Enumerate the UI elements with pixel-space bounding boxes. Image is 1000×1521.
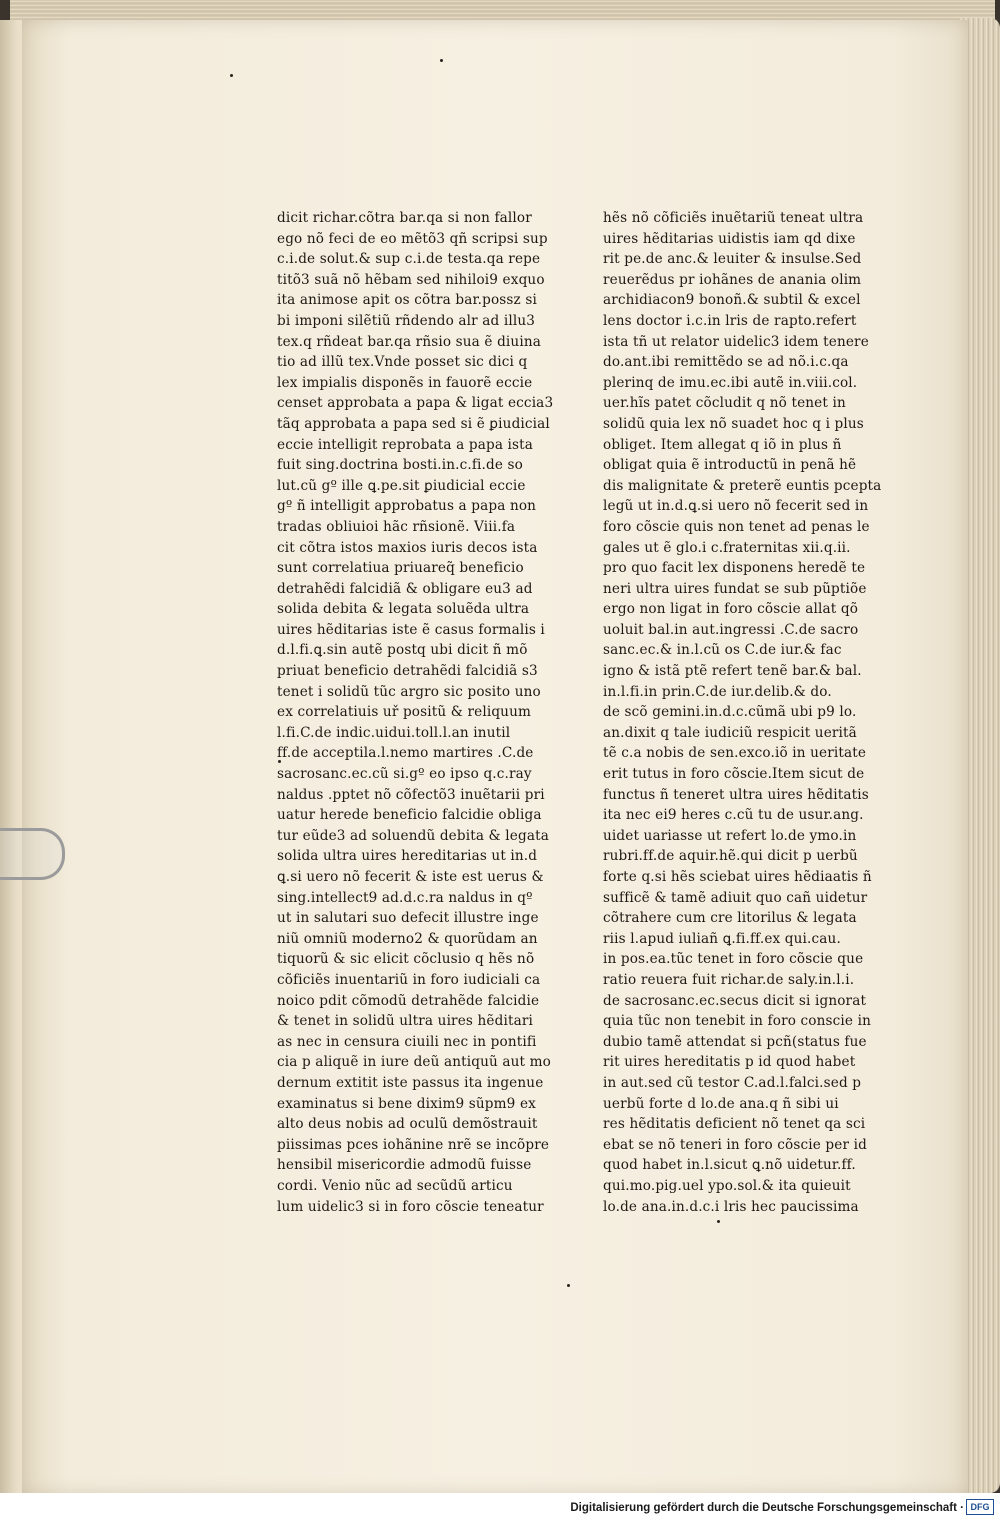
text-line: c.i.de solut.& sup c.i.de testa.qa repe: [277, 251, 541, 268]
text-line: rit pe.de anc.& leuiter & insulse.Sed: [603, 251, 862, 268]
text-line: cia p aliquẽ in iure deũ antiquũ aut mo: [277, 1054, 552, 1071]
text-line: fuit sing.doctrina bosti.in.c.fi.de so: [277, 457, 523, 474]
text-line: ebat se nõ teneri in foro cõscie per id: [603, 1136, 867, 1153]
text-line: tãq approbata a papa sed si ẽ ꝑiudicial: [277, 415, 550, 432]
text-line: ff.de acceptila.l.nemo martires .C.de: [277, 745, 534, 762]
text-line: ut in salutari suo defecit illustre inge: [277, 910, 539, 927]
text-line: tur eũde3 ad soluendũ debita & legata: [277, 827, 549, 844]
paper-clip: [0, 828, 65, 880]
text-line: obligat quia ẽ introductũ in penã hẽ: [603, 457, 857, 474]
ink-speck: [567, 1284, 570, 1287]
text-line: piissimas pces iohãnine nrẽ se incõpre: [277, 1136, 550, 1153]
footer-bar: [0, 1493, 1000, 1521]
text-line: in pos.ea.tũc tenet in foro cõscie que: [603, 951, 864, 968]
text-line: ex correlatiuis uř positũ & reliquum: [277, 704, 532, 721]
text-line: igno & istã ptẽ refert tenẽ bar.& bal.: [603, 663, 862, 680]
funding-notice: Digitalisierung gefördert durch die Deutsche Forschungsgemeinschaft ·: [570, 1502, 964, 1514]
text-line: solida ultra uires hereditarias ut in.d: [277, 848, 538, 865]
text-line: & tenet in solidũ ultra uires hẽditari: [277, 1013, 533, 1030]
text-line: an.dixit q tale iudiciũ respicit ueritã: [603, 724, 857, 741]
text-line: reuerẽdus pr iohãnes de anania olim: [603, 271, 862, 288]
text-line: lo.de ana.in.d.c.i lris hec paucissima: [603, 1198, 859, 1215]
text-line: ego nõ feci de eo mẽtõ3 qñ scripsi sup: [277, 230, 548, 247]
text-line: sanc.ec.& in.l.cũ os C.de iur.& fac: [603, 642, 842, 659]
text-line: tẽ c.a nobis de sen.exco.iõ in ueritate: [603, 745, 867, 762]
dfg-logo: DFG: [966, 1499, 994, 1515]
text-line: cõficiẽs inuentariũ in foro iudiciali ca: [277, 971, 541, 988]
text-line: dernum extitit iste passus ita ingenue: [277, 1074, 544, 1091]
text-line: priuat beneficio detrahẽdi falcidiã s3: [277, 663, 538, 680]
text-line: ita nec ei9 heres c.cũ tu de usur.ang.: [603, 807, 864, 824]
text-line: gº ñ intelligit approbatus a papa non: [277, 498, 537, 515]
ink-speck: [717, 1220, 720, 1223]
text-line: plerinq de imu.ec.ibi autẽ in.viii.col.: [603, 374, 858, 391]
text-line: lut.cũ gº ille ꝗ.pe.sit ꝑiudicial eccie: [277, 477, 526, 494]
text-line: uer.hĩs patet cõcludit q nõ tenet in: [603, 395, 846, 412]
text-line: de scõ gemini.in.d.c.cũmã ubi p9 lo.: [603, 704, 857, 721]
text-line: uatur herede beneficio falcidie obliga: [277, 807, 542, 824]
text-line: dubio tamẽ attendat si pcñ(status fue: [603, 1033, 867, 1050]
text-line: rit uires hereditatis p id quod habet: [603, 1054, 856, 1071]
text-line: tex.q rñdeat bar.qa rñsio sua ẽ diuina: [277, 333, 541, 350]
text-line: as nec in censura ciuili nec in pontifi: [277, 1033, 537, 1050]
text-line: censet approbata a papa & ligat eccia3: [277, 395, 553, 412]
text-line: ita animose apit os cõtra bar.possz si: [277, 292, 537, 309]
text-line: examinatus si bene dixim9 sũpm9 ex: [277, 1095, 536, 1112]
text-line: ista tñ ut relator uidelic3 idem tenere: [603, 333, 869, 350]
text-line: gales ut ẽ glo.i c.fraternitas xii.q.ii.: [603, 539, 851, 556]
text-line: cit cõtra istos maxios iuris decos ista: [277, 539, 538, 556]
text-line: quia tũc non tenebit in foro conscie in: [603, 1013, 871, 1030]
text-line: solidũ quia lex nõ suadet hoc q i plus: [603, 415, 864, 432]
text-line: archidiacon9 bonoñ.& subtil & excel: [603, 292, 861, 309]
text-line: hensibil misericordie admodũ fuisse: [277, 1157, 532, 1174]
text-line: obliget. Item allegat q iõ in plus ñ: [603, 436, 842, 453]
text-line: qui.mo.pig.uel ypo.sol.& ita quieuit: [603, 1177, 851, 1194]
text-line: tradas obliuioi hãc rñsionẽ. Viii.fa: [277, 518, 516, 535]
text-line: bi imponi silẽtiũ rñdendo alr ad illu3: [277, 312, 536, 329]
text-line: de sacrosanc.ec.secus dicit si ignorat: [603, 992, 867, 1009]
text-line: do.ant.ibi remittẽdo se ad nõ.i.c.qa: [603, 354, 849, 371]
text-line: sacrosanc.ec.cũ si.gº eo ipso q.c.ray: [277, 766, 532, 783]
text-line: res hẽditatis deficient nõ tenet qa sci: [603, 1116, 866, 1133]
text-line: dicit richar.cõtra bar.qa si non fallor: [277, 210, 532, 226]
text-line: uires hẽditarias iste ẽ casus formalis i: [277, 621, 545, 638]
text-line: lens doctor i.c.in lris de rapto.refert: [603, 312, 857, 329]
ink-speck: [230, 74, 233, 77]
right-text-column: [603, 208, 883, 1217]
text-line: dis malignitate & preterẽ euntis pcepta: [603, 477, 882, 494]
text-line: uires hẽditarias uidistis iam qd dixe: [603, 230, 856, 247]
text-line: niũ omniũ moderno2 & quorũdam an: [277, 930, 538, 947]
text-line: quod habet in.l.sicut ꝗ.nõ uidetur.ff.: [603, 1157, 856, 1174]
text-line: ratio reuera fuit richar.de saly.in.l.i.: [603, 971, 855, 988]
text-line: lum uidelic3 si in foro cõscie teneatur: [277, 1198, 544, 1215]
text-line: solida debita & legata soluẽda ultra: [277, 601, 530, 618]
text-line: in aut.sed cũ testor C.ad.l.falci.sed p: [603, 1074, 862, 1091]
text-line: riis l.apud iuliañ ꝗ.fi.ff.ex qui.cau.: [603, 930, 841, 947]
text-line: cordi. Venio nũc ad secũdũ articu: [277, 1177, 513, 1194]
text-line: erit tutus in foro cõscie.Item sicut de: [603, 766, 865, 783]
text-line: eccie intelligit reprobata a papa ista: [277, 436, 534, 453]
text-line: tenet i solidũ tũc argro sic posito uno: [277, 683, 541, 700]
text-line: foro cõscie quis non tenet ad penas le: [603, 518, 870, 535]
ink-speck: [440, 59, 443, 62]
text-line: in.l.fi.in prin.C.de iur.delib.& do.: [603, 683, 832, 700]
text-line: ꝗ.si uero nõ fecerit & iste est uerus &: [277, 869, 544, 885]
text-line: titõ3 suã nõ hẽbam sed nihiloi9 exquo: [277, 271, 545, 288]
text-line: lex impialis disponẽs in fauorẽ eccie: [277, 374, 533, 391]
text-line: rubri.ff.de aquir.hẽ.qui dicit p uerbũ: [603, 848, 858, 865]
left-text-column: [277, 208, 553, 1217]
text-line: cõtrahere cum cre litorilus & legata: [603, 910, 857, 927]
text-line: uoluit bal.in aut.ingressi .C.de sacro: [603, 621, 859, 638]
text-line: noico pdit cõmodũ detrahẽde falcidie: [277, 992, 540, 1009]
text-line: sing.intellect9 ad.d.c.ra naldus in qº: [277, 889, 533, 906]
text-line: pro quo facit lex disponens heredẽ te: [603, 560, 866, 577]
text-line: sufficẽ & tamẽ adiuit quo cañ uidetur: [603, 889, 868, 906]
text-line: uidet uariasse ut refert lo.de ymo.in: [603, 827, 857, 844]
text-line: ergo non ligat in foro cõscie allat qõ: [603, 601, 859, 618]
text-line: tiquorũ & sic elicit cõclusio q hẽs nõ: [277, 951, 535, 968]
text-line: legũ ut in.d.ꝗ.si uero nõ fecerit sed in: [603, 498, 869, 515]
text-line: tio ad illũ tex.Vnde posset sic dici q: [277, 354, 528, 371]
text-line: neri ultra uires fundat se sub pũptiõe: [603, 580, 867, 597]
text-line: forte q.si hẽs sciebat uires hẽdiaatis ñ: [603, 869, 872, 885]
text-line: naldus .pptet nõ cõfectõ3 inuẽtarii pri: [277, 786, 545, 803]
text-line: l.fi.C.de indic.uidui.toll.l.an inutil: [277, 724, 511, 741]
text-line: sunt correlatiua priuareq̃ beneficio: [277, 560, 524, 577]
text-line: hẽs nõ cõficiẽs inuẽtariũ teneat ultra: [603, 210, 864, 226]
text-line: detrahẽdi falcidiã & obligare eu3 ad: [277, 580, 533, 597]
text-line: uerbũ forte d lo.de ana.q ñ sibi ui: [603, 1095, 839, 1112]
text-line: d.l.fi.ꝗ.sin autẽ postq ubi dicit ñ mõ: [277, 642, 528, 659]
text-line: functus ñ teneret ultra uires hẽditatis: [603, 786, 869, 803]
text-line: alto deus nobis ad oculũ demõstrauit: [277, 1116, 538, 1133]
